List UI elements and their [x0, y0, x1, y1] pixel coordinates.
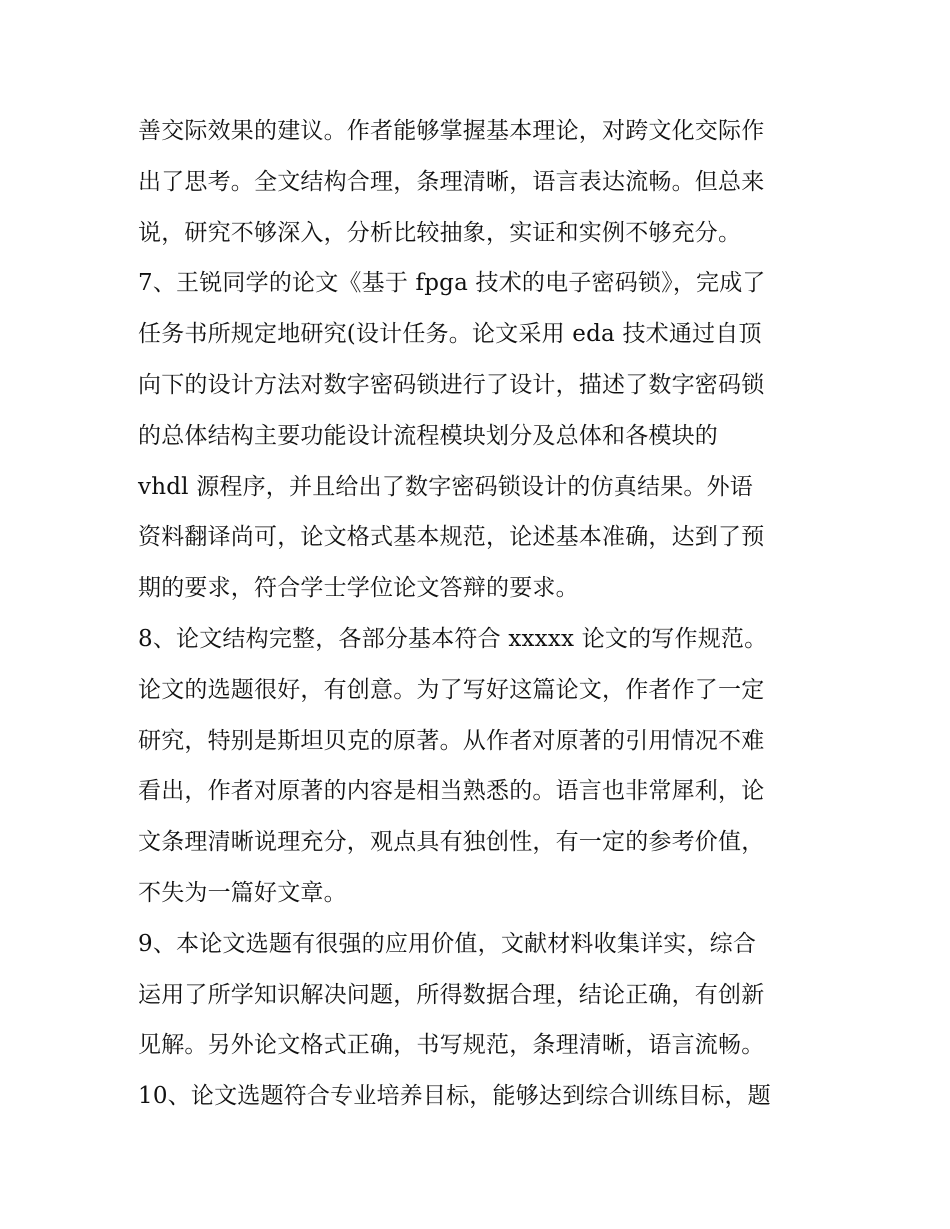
text-line: 资料翻译尚可，论文格式基本规范，论述基本准确，达到了预	[138, 524, 765, 551]
text-line: 不失为一篇好文章。	[138, 879, 347, 906]
text-line: 善交际效果的建议。作者能够掌握基本理论，对跨文化交际作	[138, 118, 765, 144]
text-line: 10、论文选题符合专业培养目标，能够达到综合训练目标，题	[138, 1083, 771, 1110]
text-line: 说，研究不够深入，分析比较抽象，实证和实例不够充分。	[138, 219, 742, 246]
text-line: 8、论文结构完整，各部分基本符合 xxxxx 论文的写作规范。	[138, 625, 768, 652]
text-line: vhdl 源程序，并且给出了数字密码锁设计的仿真结果。外语	[138, 473, 753, 500]
text-line: 7、王锐同学的论文《基于 fpga 技术的电子密码锁》，完成了	[138, 270, 766, 297]
text-line: 文条理清晰说理充分，观点具有独创性，有一定的参考价值，	[138, 829, 765, 856]
text-line: 运用了所学知识解决问题，所得数据合理，结论正确，有创新	[138, 981, 765, 1008]
text-line: 向下的设计方法对数字密码锁进行了设计，描述了数字密码锁	[138, 371, 765, 398]
text-line: 期的要求，符合学士学位论文答辩的要求。	[138, 575, 579, 602]
text-line: 看出，作者对原著的内容是相当熟悉的。语言也非常犀利，论	[138, 778, 765, 805]
text-line: 9、本论文选题有很强的应用价值，文献材料收集详实，综合	[138, 930, 757, 957]
text-line: 任务书所规定地研究(设计任务。论文采用 eda 技术通过自顶	[138, 321, 762, 348]
text-line: 出了思考。全文结构合理，条理清晰，语言表达流畅。但总来	[138, 168, 765, 195]
text-line: 见解。另外论文格式正确，书写规范，条理清晰，语言流畅。	[138, 1032, 765, 1059]
text-line: 研究，特别是斯坦贝克的原著。从作者对原著的引用情况不难	[138, 727, 765, 754]
document-body	[138, 106, 818, 1122]
text-line: 论文的选题很好，有创意。为了写好这篇论文，作者作了一定	[138, 676, 765, 703]
text-line: 的总体结构主要功能设计流程模块划分及总体和各模块的	[138, 422, 718, 449]
